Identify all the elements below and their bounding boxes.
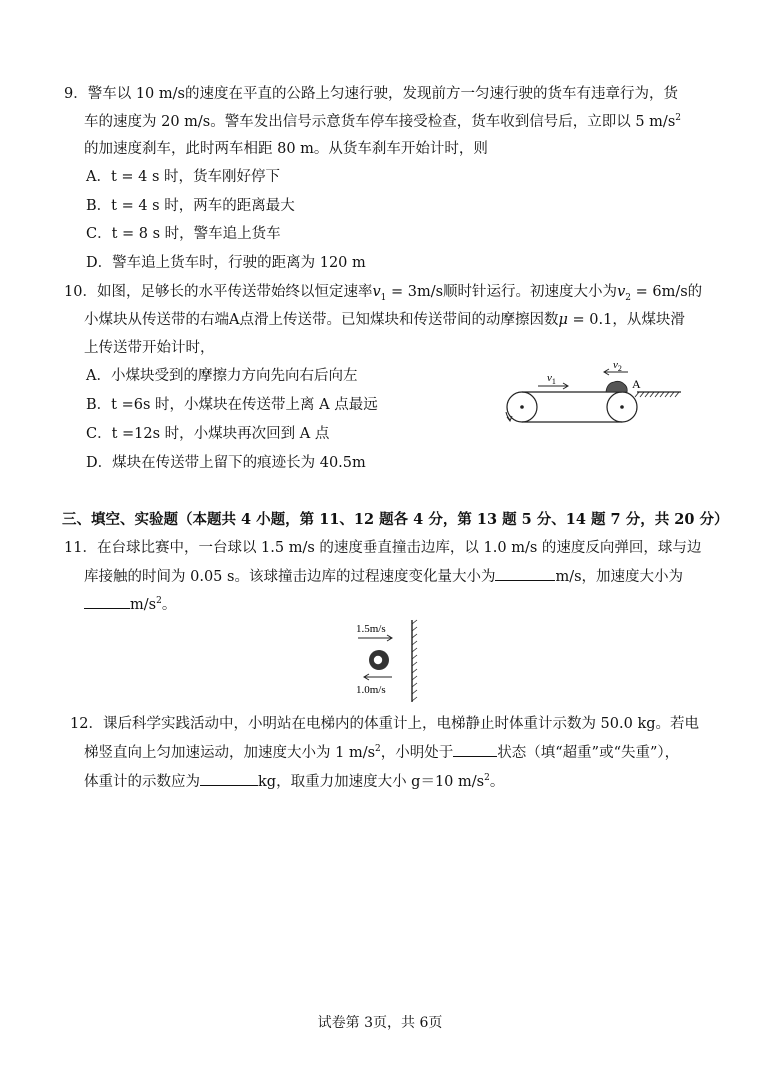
left-pulley-axle [520,405,524,409]
q12-line1: 12．课后科学实践活动中，小明站在电梯内的体重计上，电梯静止时体重计示数为 50.0 kg。若电 [70,716,700,732]
coal-block [606,381,627,392]
q11-line3: $m/s^2$。 [84,594,176,615]
q9-line2: 车的速度为 20 m/s。警车发出信号示意货车停车接受检查，货车收到信号后，立即以 5 $m/s^2$ [84,113,681,130]
v2-label: $v_2$ [613,359,622,373]
q12-line2: 梯竖直向上匀加速运动，加速度大小为 1 $m/s^2$，小明处于 状态（填“超重”或“失重”）， [84,742,679,763]
q9-option-d: D．警车追上货车时，行驶的距离为 120 m [86,255,366,271]
q12-blank-1[interactable] [453,742,497,757]
q10-line3: 上传送带开始计时， [84,340,215,356]
q9-option-a: A．t = 4 s 时，货车刚好停下 [86,169,281,185]
v1-label: $v_1$ [547,372,556,386]
q9-line1: 9．警车以 10 m/s的速度在平直的公路上匀速行驶，发现前方一匀速行驶的货车有违章行为，货 [64,86,678,102]
q11-line2: 库接触的时间为 0.05 s。该球撞击边库的过程速度变化量大小为 m/s，加速度大小为 [84,566,683,587]
q10-option-d: D．煤块在传送带上留下的痕迹长为 40.5m [86,455,366,471]
billiard-ball-number [374,656,382,664]
incoming-speed-label: 1.5m/s [356,623,386,635]
point-a-label: A [632,377,641,391]
section-3-heading: 三、填空、实验题（本题共 4 小题，第 11、12 题各 4 分，第 13 题 5 分、14 题 7 分，共 20 分） [62,511,729,528]
q9-line3: 的加速度刹车，此时两车相距 80 m。从货车刹车开始计时，则 [84,141,488,157]
q11-line1: 11．在台球比赛中，一台球以 1.5 m/s 的速度垂直撞击边库，以 1.0 m/s 的速度反向弹回，球与边 [64,540,702,556]
q9-option-c: C．t = 8 s 时，警车追上货车 [86,226,281,242]
q10-option-c: C．t =12s 时，小煤块再次回到 A 点 [86,426,330,442]
cushion-hatching [412,620,417,701]
ground-hatching [635,392,679,397]
right-pulley-axle [620,405,624,409]
conveyor-belt-figure [496,356,686,428]
q9-option-b: B．t = 4 s 时，两车的距离最大 [86,198,295,214]
q12-blank-2[interactable] [200,771,258,786]
q10-line1: 10．如图，足够长的水平传送带始终以恒定速率$v_1 = 3m/s$顺时针运行。初速度大小为$v_2 = 6m/s$的 [64,284,703,303]
q11-blank-1[interactable] [495,566,555,581]
q10-option-b: B．t =6s 时，小煤块在传送带上离 A 点最远 [86,397,378,413]
rebound-speed-label: 1.0m/s [356,684,386,696]
q12-line3: 体重计的示数应为 kg，取重力加速度大小 g＝10 $m/s^2$。 [84,771,504,792]
q10-line2: 小煤块从传送带的右端A点滑上传送带。已知煤块和传送带间的动摩擦因数μ = 0.1，从煤块滑 [84,312,685,328]
q10-option-a: A．小煤块受到的摩擦力方向先向右后向左 [86,368,358,384]
page-footer: 试卷第 3页，共 6页 [317,1015,443,1031]
billiard-figure [350,618,422,702]
q11-blank-2[interactable] [84,594,130,609]
